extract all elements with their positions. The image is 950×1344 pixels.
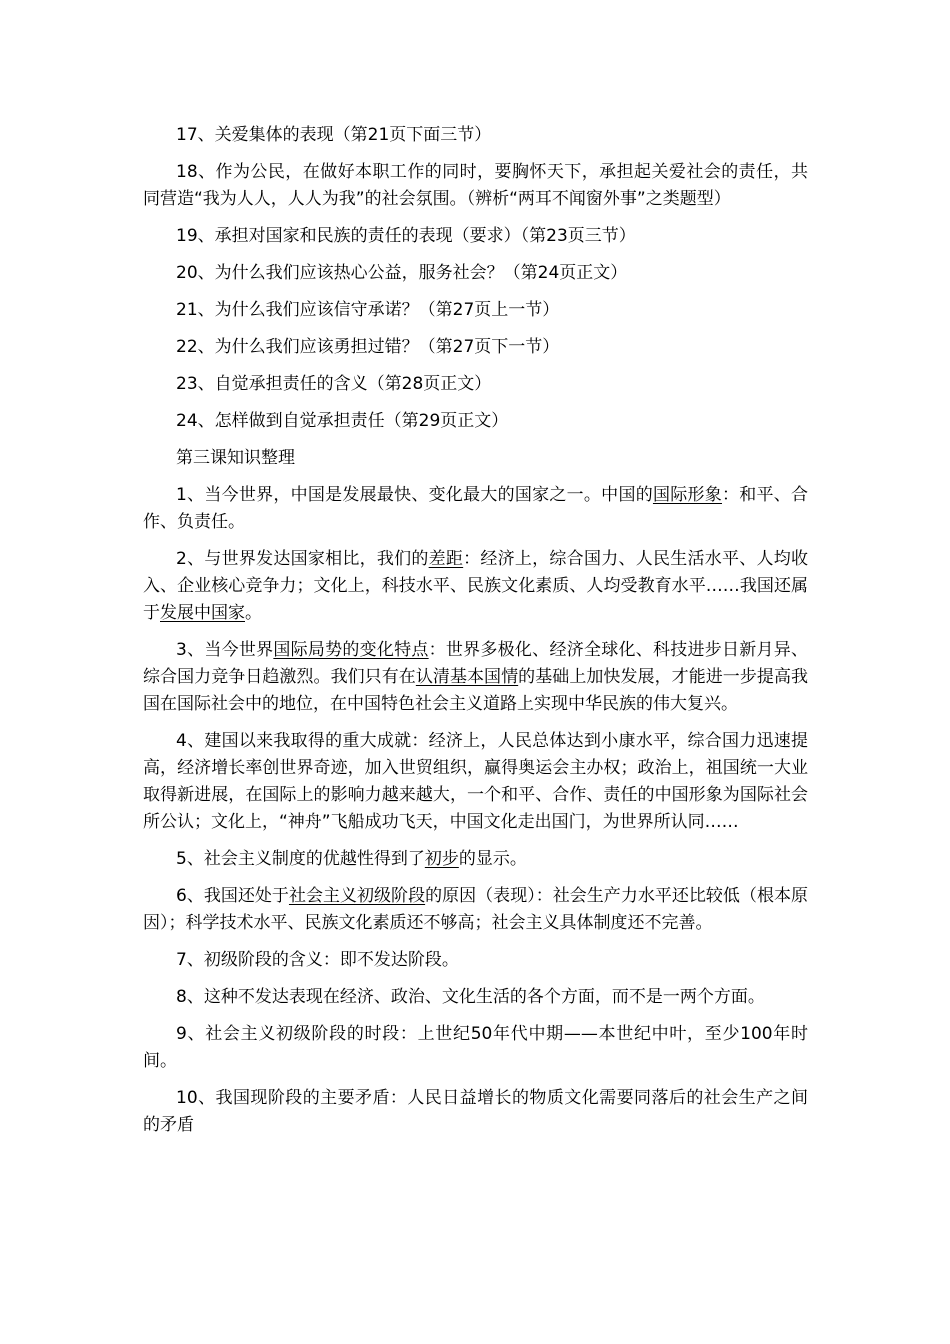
item-24: 24、怎样做到自觉承担责任（第29页正文） <box>176 411 509 431</box>
item-5-underline-preliminary: 初步 <box>424 849 459 869</box>
item-3-underline-international-situation: 国际局势的变化特点 <box>273 640 429 660</box>
item-2-text: 2、与世界发达国家相比，我们的 <box>176 549 429 569</box>
lesson3-item-4: 4、建国以来我取得的重大成就：经济上，人民总体达到小康水平，综合国力迅速提高，经济增长率创世界奇迹，加入世贸组织，赢得奥运会主办权；政治上，祖国统一大业取得新进展，在国际上的影响力越来越大，一个和平、合作、责任的中国形象为国际社会所公认；文化上，“神舟”飞船成功飞天，中国文化走出国门，为世界所认同…… <box>143 731 808 832</box>
item-21: 21、为什么我们应该信守承诺？（第27页上一节） <box>176 300 560 320</box>
lesson3-item-10: 10、我国现阶段的主要矛盾：人民日益增长的物质文化需要同落后的社会生产之间的矛盾 <box>143 1088 808 1135</box>
item-17: 17、关爱集体的表现（第21页下面三节） <box>176 125 492 145</box>
item-1-text-end: ：和平、合作、负责任。 <box>143 485 809 532</box>
item-1-underline-international-image: 国际形象 <box>652 485 722 505</box>
item-1-text: 1、当今世界，中国是发展最快、变化最大的国家之一。中国的 <box>176 485 653 505</box>
item-6-text-end: 的原因（表现）：社会生产力水平还比较低（根本原因）；科学技术水平、民族文化素质还不够高；社会主义具体制度还不完善。 <box>143 886 809 933</box>
item-23: 23、自觉承担责任的含义（第28页正文） <box>176 374 492 394</box>
item-3-text: 3、当今世界 <box>176 640 274 660</box>
lesson3-item-1 <box>143 482 808 536</box>
document-body <box>143 122 808 1149</box>
item-5-text: 5、社会主义制度的优越性得到了 <box>176 849 425 869</box>
item-3-text-mid: ：世界多极化、经济全球化、科技进步日新月异、综合国力竞争日趋激烈。我们只有在 <box>143 640 809 687</box>
item-6-text: 6、我国还处于 <box>176 886 289 906</box>
lesson3-item-3 <box>143 637 808 718</box>
lesson3-item-5 <box>143 846 808 873</box>
item-18: 18、作为公民，在做好本职工作的同时，要胸怀天下，承担起关爱社会的责任，共同营造“我为人人，人人为我”的社会氛围。（辨析“两耳不闻窗外事”之类题型） <box>143 162 808 209</box>
item-6-underline-primary-stage: 社会主义初级阶段 <box>288 886 426 906</box>
lesson3-item-2 <box>143 546 808 627</box>
item-2-text-end: 。 <box>245 603 262 623</box>
item-20: 20、为什么我们应该热心公益，服务社会？（第24页正文） <box>176 263 628 283</box>
lesson3-item-7: 7、初级阶段的含义：即不发达阶段。 <box>176 950 459 970</box>
lesson3-item-6 <box>143 883 808 937</box>
lesson3-item-9: 9、社会主义初级阶段的时段：上世纪50年代中期——本世纪中叶，至少100年时间。 <box>143 1024 808 1071</box>
item-22: 22、为什么我们应该勇担过错？（第27页下一节） <box>176 337 560 357</box>
item-19: 19、承担对国家和民族的责任的表现（要求）（第23页三节） <box>176 226 636 246</box>
lesson3-item-8: 8、这种不发达表现在经济、政治、文化生活的各个方面，而不是一两个方面。 <box>176 987 765 1007</box>
item-3-text-end: 的基础上加快发展，才能进一步提高我国在国际社会中的地位，在中国特色社会主义道路上实现中华民族的伟大复兴。 <box>143 667 809 714</box>
item-2-text-mid: ：经济上，综合国力、人民生活水平、人均收入、企业核心竞争力；文化上，科技水平、民族文化素质、人均受教育水平……我国还属于 <box>143 549 808 623</box>
item-2-underline-gap: 差距 <box>428 549 464 569</box>
section-heading: 第三课知识整理 <box>176 448 295 468</box>
item-2-underline-developing-country: 发展中国家 <box>160 603 245 623</box>
item-5-text-end: 的显示。 <box>458 849 527 869</box>
item-3-underline-national-conditions: 认清基本国情 <box>415 667 519 687</box>
